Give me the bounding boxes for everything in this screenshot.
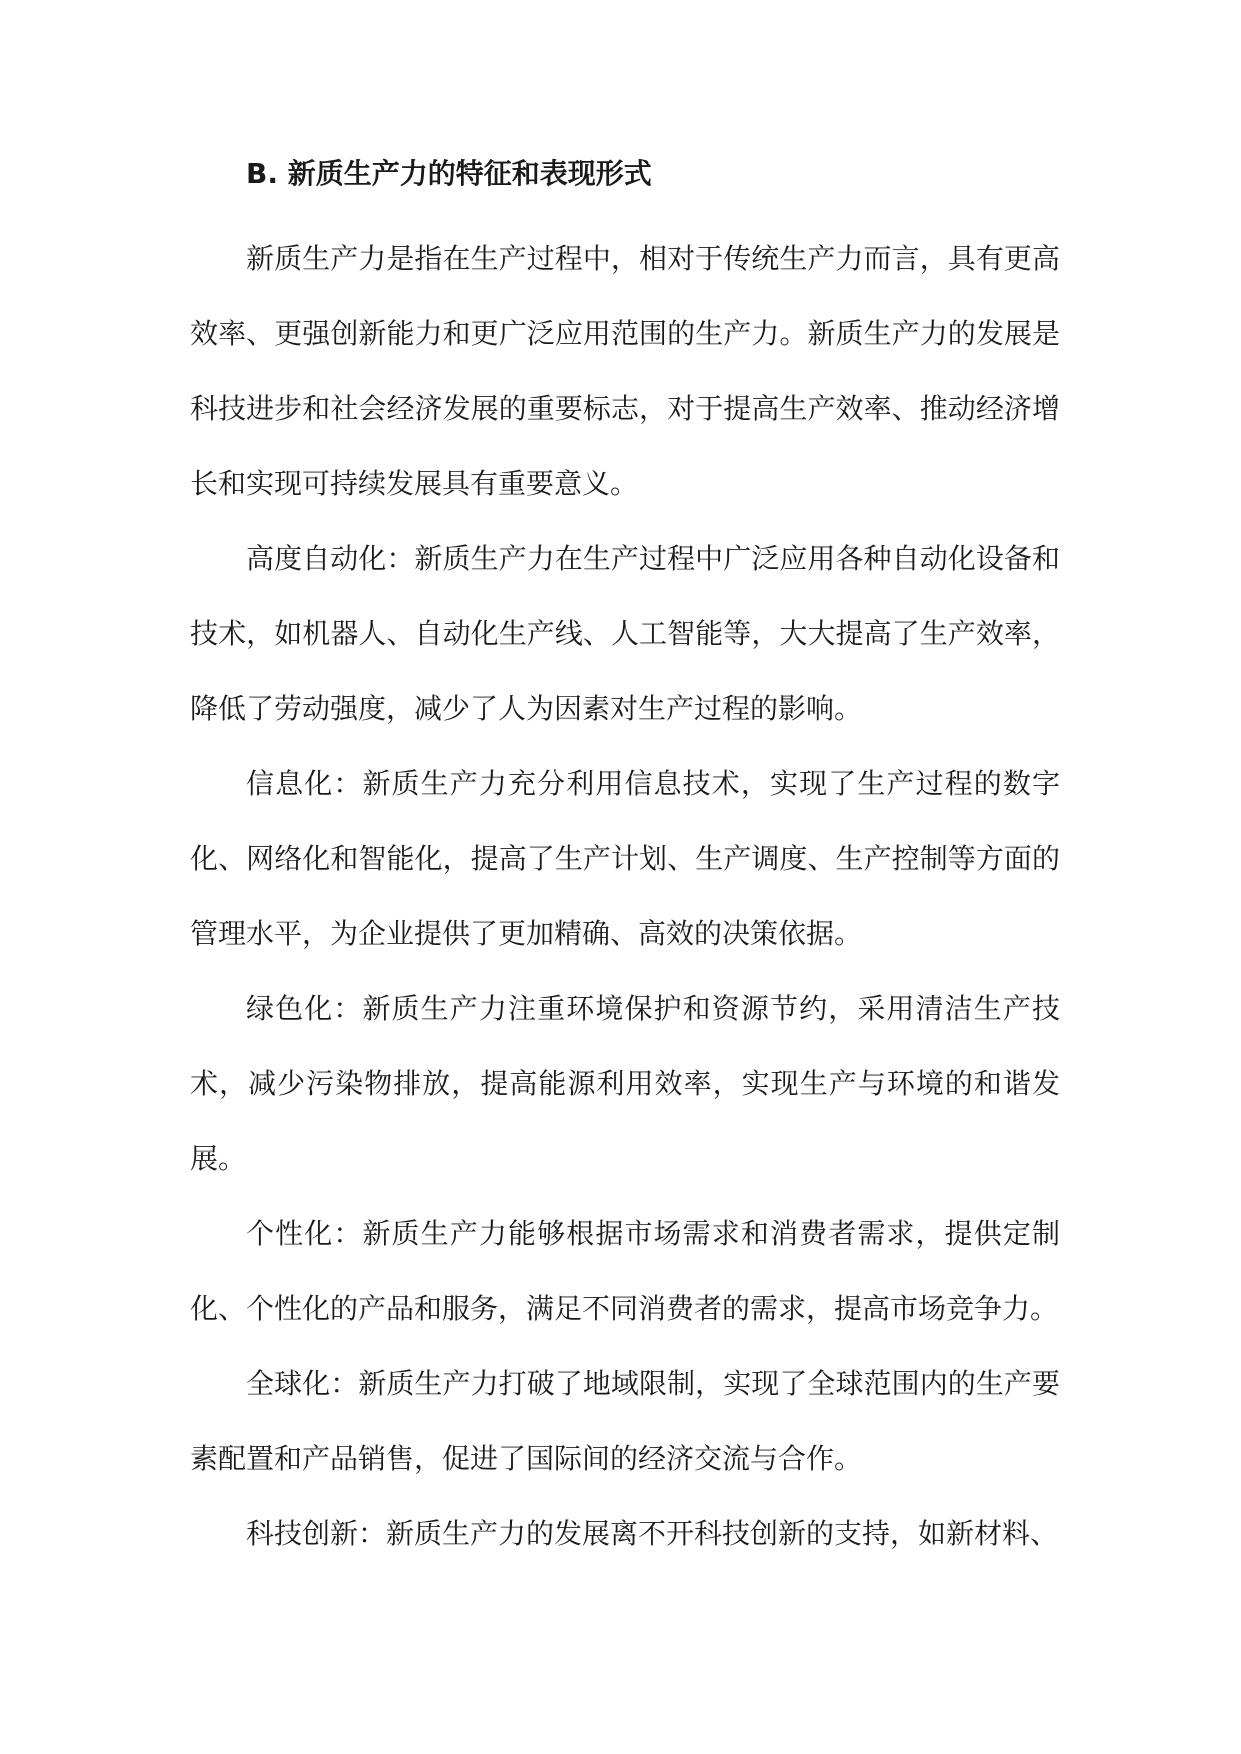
document-body [190, 146, 1060, 1571]
paragraph-intro: 新质生产力是指在生产过程中，相对于传统生产力而言，具有更高效率、更强创新能力和更广泛应用范围的生产力。新质生产力的发展是科技进步和社会经济发展的重要标志，对于提高生产效率、推动经济增长和实现可持续发展具有重要意义。 [190, 242, 1060, 500]
section-heading: B. 新质生产力的特征和表现形式 [246, 157, 652, 190]
paragraph-personalization: 个性化：新质生产力能够根据市场需求和消费者需求，提供定制化、个性化的产品和服务，满足不同消费者的需求，提高市场竞争力。 [190, 1217, 1060, 1325]
paragraph-innovation: 科技创新：新质生产力的发展离不开科技创新的支持，如新材料、 [246, 1517, 1059, 1550]
paragraph-informatization: 信息化：新质生产力充分利用信息技术，实现了生产过程的数字化、网络化和智能化，提高了生产计划、生产调度、生产控制等方面的管理水平，为企业提供了更加精确、高效的决策依据。 [190, 767, 1060, 950]
paragraph-green: 绿色化：新质生产力注重环境保护和资源节约，采用清洁生产技术，减少污染物排放，提高能源利用效率，实现生产与环境的和谐发展。 [190, 992, 1060, 1175]
paragraph-automation: 高度自动化：新质生产力在生产过程中广泛应用各种自动化设备和技术，如机器人、自动化生产线、人工智能等，大大提高了生产效率，降低了劳动强度，减少了人为因素对生产过程的影响。 [190, 542, 1060, 725]
paragraph-globalization: 全球化：新质生产力打破了地域限制，实现了全球范围内的生产要素配置和产品销售，促进了国际间的经济交流与合作。 [190, 1367, 1060, 1475]
